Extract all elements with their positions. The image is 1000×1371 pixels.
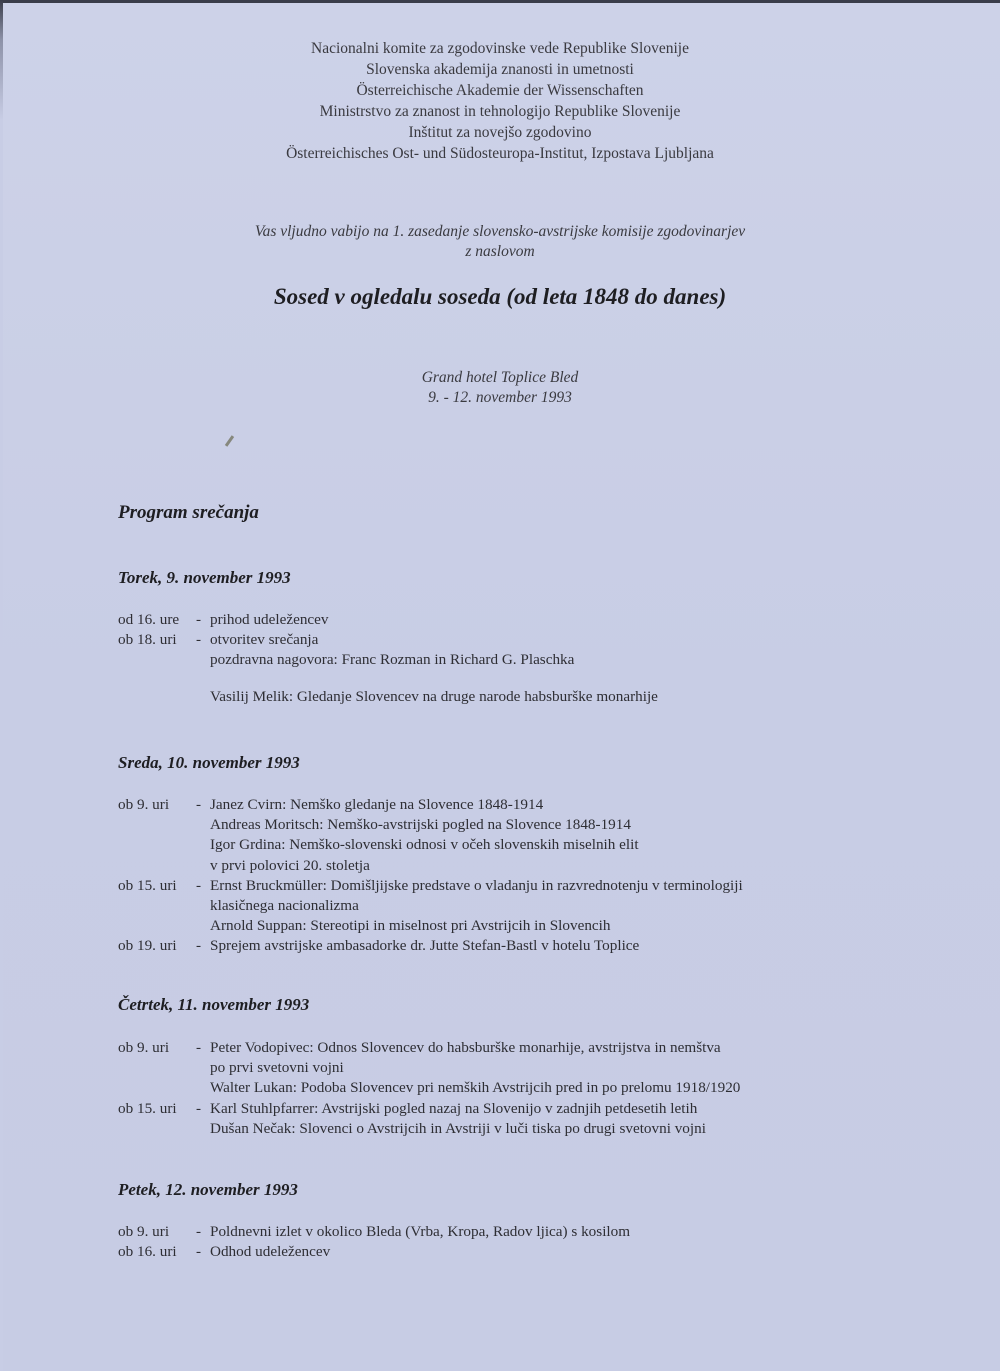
schedule-row <box>118 856 743 876</box>
organizer-line: Ministrstvo za znanost in tehnologijo Republike Slovenije <box>319 103 681 120</box>
schedule-row <box>118 630 658 650</box>
event-title: Sosed v ogledalu soseda (od leta 1848 do danes) <box>273 284 727 309</box>
organizer-line: Inštitut za novejšo zgodovino <box>408 124 592 141</box>
spacer <box>118 671 658 687</box>
schedule-text: Odhod udeležencev <box>210 1243 331 1261</box>
schedule-row <box>118 795 743 815</box>
schedule-row <box>118 916 743 936</box>
schedule-time: ob 9. uri <box>118 796 170 813</box>
schedule-text: Sprejem avstrijske ambasadorke dr. Jutte Stefan-Bastl v hotelu Toplice <box>210 937 640 955</box>
schedule-text: Karl Stuhlpfarrer: Avstrijski pogled nazaj na Slovenijo v zadnjih petdesetih letih <box>210 1099 698 1117</box>
schedule-text: prihod udeležencev <box>210 611 329 628</box>
schedule-text: Janez Cvirn: Nemško gledanje na Slovence 1848-1914 <box>210 796 544 813</box>
schedule-dash: - <box>196 1039 202 1056</box>
schedule-row <box>118 876 743 896</box>
schedule-row <box>118 1078 740 1098</box>
venue-block <box>0 368 1000 408</box>
schedule-row <box>118 896 743 916</box>
schedule-time: ob 18. uri <box>118 631 177 649</box>
schedule-row <box>118 835 743 855</box>
schedule-row <box>118 815 743 835</box>
schedule-text: Peter Vodopivec: Odnos Slovencev do habsburške monarhije, avstrijstva in nemštva <box>210 1039 721 1056</box>
day-schedule <box>118 1038 740 1139</box>
schedule-text: Dušan Nečak: Slovenci o Avstrijcih in Avstriji v luči tiska po drugi svetovni vojni <box>210 1119 706 1137</box>
schedule-dash: - <box>196 611 202 628</box>
organizer-line: Österreichische Akademie der Wissenschaften <box>356 82 644 99</box>
invitation-line: z naslovom <box>465 243 535 260</box>
schedule-row <box>118 650 658 670</box>
schedule-text: Walter Lukan: Podoba Slovencev pri nemških Avstrijcih pred in po prelomu 1918/1920 <box>210 1079 741 1097</box>
scan-edge-left <box>0 0 3 1371</box>
schedule-dash: - <box>196 876 202 894</box>
schedule-time: ob 15. uri <box>118 1099 177 1117</box>
venue-place: Grand hotel Toplice Bled <box>421 369 579 386</box>
organizer-line: Nacionalni komite za zgodovinske vede Republike Slovenije <box>311 40 689 57</box>
day-heading: Četrtek, 11. november 1993 <box>118 995 310 1014</box>
schedule-dash: - <box>196 1223 202 1240</box>
schedule-text: Vasilij Melik: Gledanje Slovencev na druge narode habsburške monarhije <box>210 687 658 705</box>
schedule-text: pozdravna nagovora: Franc Rozman in Richard G. Plaschka <box>210 651 575 669</box>
schedule-text: Arnold Suppan: Stereotipi in miselnost pri Avstrijcih in Slovencih <box>210 917 611 935</box>
schedule-text: otvoritev srečanja <box>210 631 319 649</box>
organizer-line: Österreichisches Ost- und Südosteuropa-Institut, Izpostava Ljubljana <box>286 145 714 162</box>
schedule-row <box>118 936 743 956</box>
day-heading: Torek, 9. november 1993 <box>118 568 291 587</box>
organizers-list <box>0 38 1000 164</box>
schedule-row <box>118 1119 740 1139</box>
organizer-line: Slovenska akademija znanosti in umetnosti <box>366 61 634 78</box>
venue-dates: 9. - 12. november 1993 <box>428 389 572 406</box>
schedule-text: Poldnevni izlet v okolico Bleda (Vrba, Kropa, Radov ljica) s kosilom <box>210 1223 631 1240</box>
schedule-time: ob 9. uri <box>118 1223 170 1240</box>
day-schedule <box>118 1222 630 1262</box>
schedule-dash: - <box>196 631 202 649</box>
schedule-dash: - <box>196 1099 202 1117</box>
day-heading: Sreda, 10. november 1993 <box>118 753 300 772</box>
scan-edge-top <box>0 0 1000 3</box>
schedule-text: po prvi svetovni vojni <box>210 1059 344 1077</box>
schedule-row <box>118 610 658 630</box>
day-schedule <box>118 795 743 957</box>
schedule-row <box>118 1058 740 1078</box>
schedule-time: ob 9. uri <box>118 1039 170 1056</box>
schedule-time: ob 16. uri <box>118 1243 177 1261</box>
invitation-line: Vas vljudno vabijo na 1. zasedanje slovensko-avstrijske komisije zgodovinarjev <box>254 223 746 240</box>
schedule-time: ob 15. uri <box>118 876 177 894</box>
schedule-row <box>118 1099 740 1119</box>
day-heading: Petek, 12. november 1993 <box>118 1180 298 1199</box>
schedule-dash: - <box>196 796 202 813</box>
schedule-row <box>118 687 658 707</box>
pen-mark <box>225 435 234 447</box>
schedule-text: Igor Grdina: Nemško-slovenski odnosi v očeh slovenskih miselnih elit <box>210 836 639 854</box>
schedule-text: v prvi polovici 20. stoletja <box>210 856 370 874</box>
schedule-text: Ernst Bruckmüller: Domišljijske predstave o vladanju in razvrednotenju v terminologiji <box>210 876 743 894</box>
day-schedule <box>118 610 658 707</box>
schedule-text: Andreas Moritsch: Nemško-avstrijski pogled na Slovence 1848-1914 <box>210 816 631 834</box>
schedule-time: ob 19. uri <box>118 937 177 955</box>
schedule-row <box>118 1222 630 1242</box>
program-heading: Program srečanja <box>118 502 259 523</box>
invitation-text <box>0 222 1000 262</box>
schedule-time: od 16. ure <box>118 611 180 628</box>
schedule-dash: - <box>196 937 202 955</box>
schedule-dash: - <box>196 1243 202 1261</box>
schedule-row <box>118 1038 740 1058</box>
schedule-row <box>118 1242 630 1262</box>
schedule-text: klasičnega nacionalizma <box>210 897 359 915</box>
